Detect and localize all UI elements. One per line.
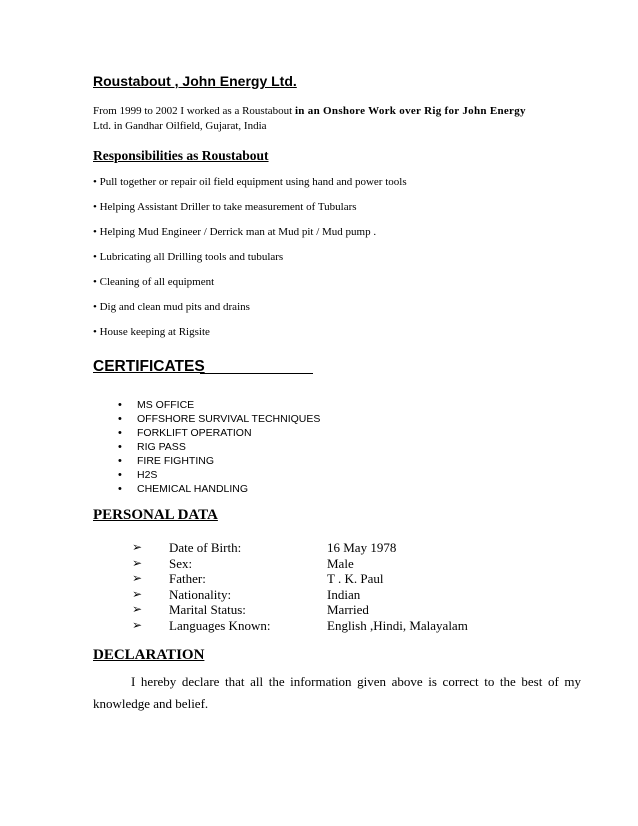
arrow-bullet-icon: ➢ [132,602,143,616]
personal-data-label: Nationality: [169,587,232,602]
job-description [93,104,563,134]
personal-data-value: Male [327,556,354,571]
responsibilities-heading: Responsibilities as Roustabout [93,148,269,163]
certificate-label: RIG PASS [137,441,186,453]
bullet-icon: • [118,455,122,467]
certificates-heading-rule [200,373,313,374]
personal-data-label: Father: [169,571,206,586]
responsibility-item: • Dig and clean mud pits and drains [93,301,250,313]
responsibility-item: • Lubricating all Drilling tools and tubulars [93,251,284,263]
personal-data-value: 16 May 1978 [327,540,397,555]
personal-data-label: Sex: [169,556,193,571]
certificate-label: H2S [137,469,158,481]
personal-data-value: T . K. Paul [327,571,384,586]
personal-data-label: Languages Known: [169,618,271,633]
responsibility-item: • Helping Assistant Driller to take measurement of Tubulars [93,201,357,213]
job-description-text: From 1999 to 2002 I worked as a Roustabout [93,105,295,117]
certificate-label: CHEMICAL HANDLING [137,483,249,495]
arrow-bullet-icon: ➢ [132,556,143,570]
responsibility-item: • Helping Mud Engineer / Derrick man at Mud pit / Mud pump . [93,226,377,238]
certificate-label: FIRE FIGHTING [137,455,214,467]
personal-data-value: Indian [327,587,361,602]
job-description-line2: Ltd. in Gandhar Oilfield, Gujarat, India [93,120,267,132]
job-title: Roustabout , John Energy Ltd. [93,73,297,89]
certificates-heading: CERTIFICATES [93,358,205,375]
declaration-text: I hereby declare that all the information given above is correct to the best of my knowledge and belief. [93,674,581,711]
bullet-icon: • [118,427,122,439]
personal-data-label: Date of Birth: [169,540,242,555]
bullet-icon: • [118,413,122,425]
personal-data-value: Married [327,602,369,617]
bullet-icon: • [118,441,122,453]
personal-data-heading: PERSONAL DATA [93,507,218,523]
job-description-bold: in an Onshore Work over Rig for John Energy [294,105,526,117]
arrow-bullet-icon: ➢ [132,571,143,585]
certificate-label: MS OFFICE [137,399,195,411]
certificate-label: OFFSHORE SURVIVAL TECHNIQUES [137,413,321,425]
personal-data-label: Marital Status: [169,602,246,617]
arrow-bullet-icon: ➢ [132,587,143,601]
certificate-label: FORKLIFT OPERATION [137,427,252,439]
bullet-icon: • [118,469,122,481]
responsibility-item: • Cleaning of all equipment [93,276,215,288]
arrow-bullet-icon: ➢ [132,540,143,554]
bullet-icon: • [118,399,122,411]
bullet-icon: • [118,483,122,495]
personal-data-value: English ,Hindi, Malayalam [327,618,468,633]
responsibility-item: • House keeping at Rigsite [93,326,210,338]
declaration-heading: DECLARATION [93,647,205,663]
responsibility-item: • Pull together or repair oil field equipment using hand and power tools [93,176,407,188]
arrow-bullet-icon: ➢ [132,618,143,632]
